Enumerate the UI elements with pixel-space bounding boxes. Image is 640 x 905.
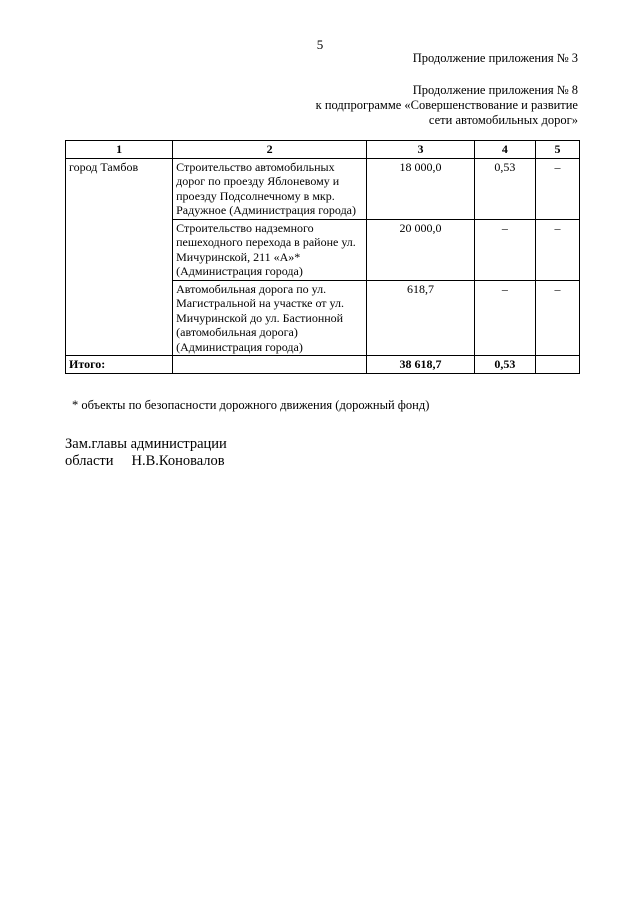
- signatory-title: Зам.главы администрации: [65, 436, 227, 452]
- column-5-cell: –: [535, 219, 579, 280]
- column-header-3: 3: [367, 141, 475, 159]
- amount-cell: 20 000,0: [367, 219, 475, 280]
- length-cell: –: [474, 280, 535, 356]
- table-header-row: [66, 141, 580, 159]
- signatory-line: [65, 453, 227, 470]
- column-5-cell: –: [535, 158, 579, 219]
- location-cell: город Тамбов: [66, 158, 173, 356]
- header-line-2: Продолжение приложения № 8: [412, 83, 578, 97]
- total-column-5: [535, 356, 579, 374]
- length-cell: –: [474, 219, 535, 280]
- signatory-region: области: [65, 453, 114, 469]
- header-line-3: к подпрограмме «Совершенствование и развитие: [315, 98, 578, 112]
- objects-table: [65, 140, 580, 374]
- total-label: Итого:: [66, 356, 173, 374]
- length-cell: 0,53: [474, 158, 535, 219]
- amount-cell: 618,7: [367, 280, 475, 356]
- footnote: * объекты по безопасности дорожного движения (дорожный фонд): [72, 398, 430, 412]
- column-header-5: 5: [535, 141, 579, 159]
- object-description: Строительство автомобильных дорог по проезду Яблоневому и проезду Подсолнечному в мкр. Радужное (Администрация города): [173, 158, 367, 219]
- column-5-cell: –: [535, 280, 579, 356]
- page-number: 5: [316, 37, 324, 52]
- object-description: Строительство надземного пешеходного перехода в районе ул. Мичуринской, 211 «А»* (Администрация города): [173, 219, 367, 280]
- appendix-header-3: [413, 51, 578, 66]
- table-row: [66, 158, 580, 219]
- total-row: [66, 356, 580, 374]
- appendix-header-8: [316, 83, 578, 128]
- signatory-name: Н.В.Коновалов: [131, 453, 225, 469]
- column-header-1: 1: [66, 141, 173, 159]
- signature-block: [65, 436, 227, 470]
- total-amount: 38 618,7: [367, 356, 475, 374]
- amount-cell: 18 000,0: [367, 158, 475, 219]
- column-header-2: 2: [173, 141, 367, 159]
- total-empty-cell: [173, 356, 367, 374]
- column-header-4: 4: [474, 141, 535, 159]
- header-line-1: Продолжение приложения № 3: [412, 51, 578, 65]
- total-length: 0,53: [474, 356, 535, 374]
- object-description: Автомобильная дорога по ул. Магистральной на участке от ул. Мичуринской до ул. Бастионной (автомобильная дорога) (Администрация города): [173, 280, 367, 356]
- header-line-4: сети автомобильных дорог»: [428, 113, 578, 127]
